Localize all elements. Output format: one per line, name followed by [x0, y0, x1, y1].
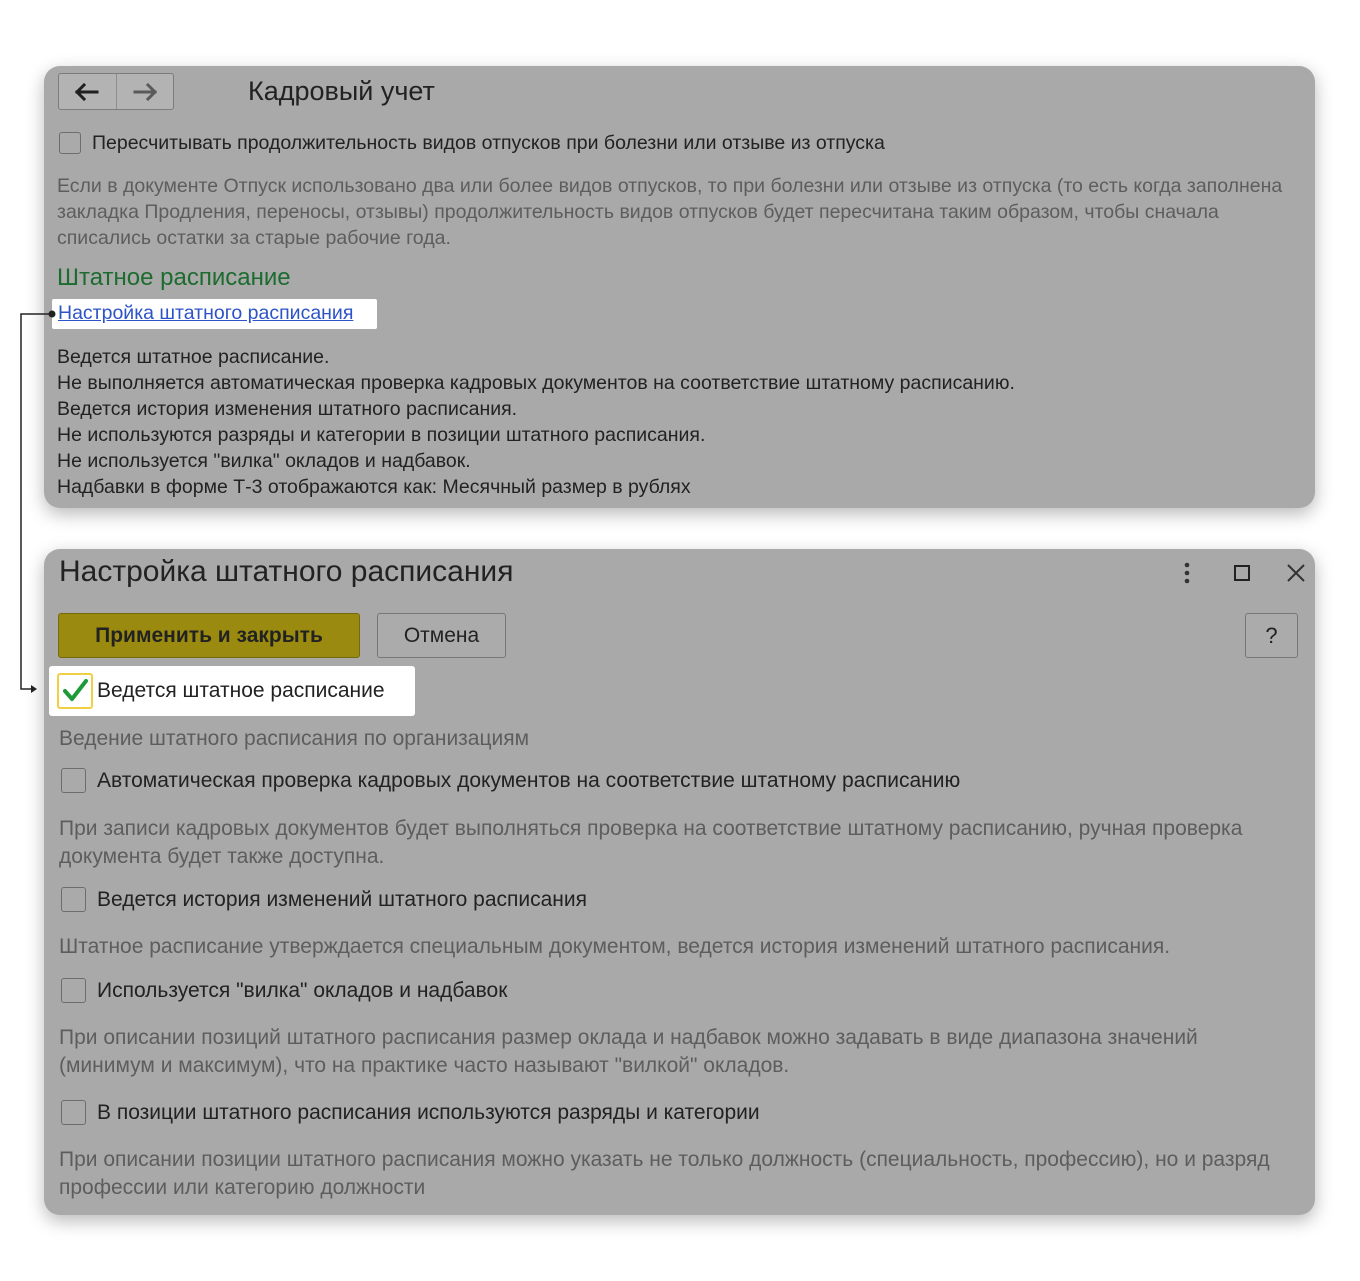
org-staffing-hint: Ведение штатного расписания по организациям — [59, 727, 530, 750]
status-line: Не выполняется автоматическая проверка кадровых документов на соответствие штатному расписанию. — [57, 372, 1015, 394]
grades-categories-label: В позиции штатного расписания используются разряды и категории — [97, 1101, 760, 1124]
staffing-settings-dialog — [44, 549, 1315, 1215]
checkmark-icon — [59, 675, 91, 707]
status-line: Надбавки в форме Т-3 отображаются как: Месячный размер в рублях — [57, 476, 691, 498]
salary-range-hint: При описании позиций штатного расписания размер оклада и надбавок можно задавать в виде диапазона значений (минимум и максимум), что на практике часто называют "вилкой" окладов. — [59, 1026, 1198, 1077]
recalc-vacation-checkbox[interactable] — [59, 132, 81, 154]
status-line: Ведется штатное расписание. — [57, 346, 330, 368]
help-button[interactable]: ? — [1245, 613, 1298, 658]
back-arrow-icon — [74, 83, 100, 101]
maximize-icon — [1233, 564, 1251, 582]
status-line: Не используются разряды и категории в позиции штатного расписания. — [57, 424, 706, 446]
forward-arrow-icon — [132, 83, 158, 101]
auto-check-checkbox[interactable] — [61, 768, 86, 793]
connector-arrow — [0, 0, 60, 720]
history-checkbox[interactable] — [61, 887, 86, 912]
hr-settings-panel — [44, 66, 1315, 508]
more-vertical-icon — [1183, 561, 1191, 585]
close-icon — [1286, 563, 1306, 583]
grades-categories-hint: При описании позиции штатного расписания можно указать не только должность (специальность, профессию), но и разряд профессии или категорию должности — [59, 1148, 1270, 1199]
auto-check-label: Автоматическая проверка кадровых документов на соответствие штатному расписанию — [97, 769, 961, 792]
auto-check-hint: При записи кадровых документов будет выполняться проверка на соответствие штатному расписанию, ручная проверка документа будет также доступна. — [59, 817, 1243, 868]
staffing-maintained-label: Ведется штатное расписание — [97, 679, 385, 702]
history-hint: Штатное расписание утверждается специальным документом, ведется история изменений штатного расписания. — [59, 935, 1171, 958]
staffing-settings-link[interactable]: Настройка штатного расписания — [58, 302, 354, 324]
staffing-maintained-checkbox[interactable] — [57, 673, 93, 709]
close-button[interactable] — [1282, 559, 1310, 587]
status-line: Ведется история изменения штатного расписания. — [57, 398, 518, 420]
apply-and-close-button[interactable]: Применить и закрыть — [58, 613, 360, 658]
grades-categories-checkbox[interactable] — [61, 1100, 86, 1125]
salary-range-checkbox[interactable] — [61, 978, 86, 1003]
back-button[interactable] — [59, 74, 116, 109]
navigation-buttons — [58, 73, 174, 110]
page-title: Кадровый учет — [248, 76, 435, 106]
more-button[interactable] — [1173, 559, 1201, 587]
forward-button[interactable] — [116, 74, 174, 109]
section-title-staffing: Штатное расписание — [57, 264, 291, 291]
maximize-button[interactable] — [1228, 559, 1256, 587]
recalc-vacation-label: Пересчитывать продолжительность видов отпусков при болезни или отзыве из отпуска — [92, 132, 885, 154]
recalc-vacation-hint: Если в документе Отпуск использовано два или более видов отпусков, то при болезни или отзыве из отпуска (то есть когда заполнена закладка Продления, переносы, отзывы) продолжительность видов отпусков будет пересчитана таким образом, чтобы сначала списались остатки за старые рабочие года. — [57, 175, 1283, 249]
dialog-title: Настройка штатного расписания — [59, 555, 514, 588]
status-line: Не используется "вилка" окладов и надбавок. — [57, 450, 471, 472]
cancel-button[interactable]: Отмена — [377, 613, 506, 658]
staffing-status-summary — [57, 344, 1015, 500]
history-label: Ведется история изменений штатного расписания — [97, 888, 587, 911]
salary-range-label: Используется "вилка" окладов и надбавок — [97, 979, 508, 1002]
